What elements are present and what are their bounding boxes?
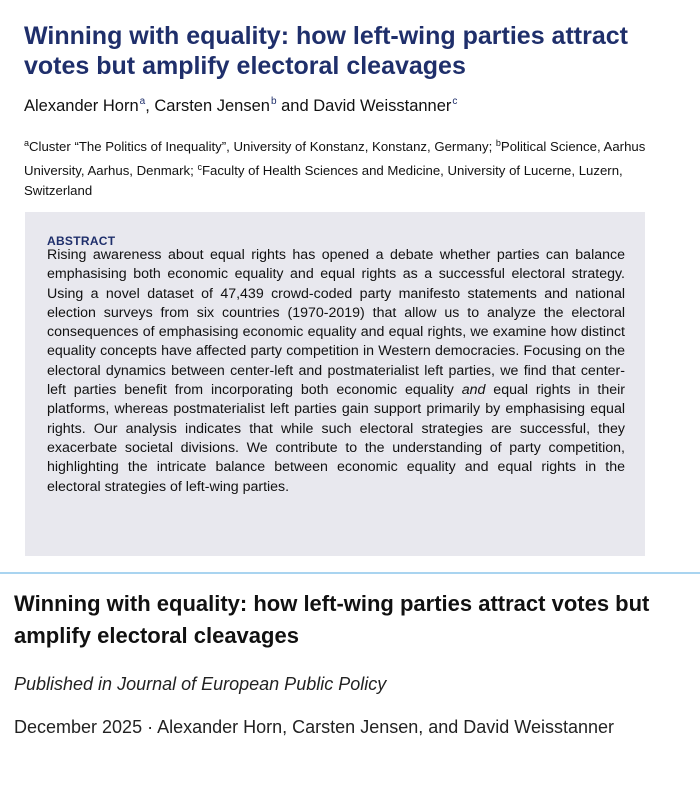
publication-authors: Alexander Horn, Carsten Jensen, and David Weisstanner [157, 717, 615, 737]
author-name: Alexander Horn [24, 97, 139, 115]
affiliations [24, 133, 674, 201]
affiliation-text: Cluster “The Politics of Inequality”, University of Konstanz, Konstanz, Germany; [29, 139, 496, 154]
affiliation-text: Faculty of Health Sciences and Medicine, University of Lucerne, Luzern, Switzerland [24, 163, 623, 198]
publication-title[interactable]: Winning with equality: how left-wing parties attract votes but amplify electoral cleavages [14, 591, 650, 648]
author-list: Alexander Horn$^a$, Carsten Jensen$^b$ and David Weisstanner$^c$ [24, 96, 458, 115]
abstract-text: Rising awareness about equal rights has opened a debate whether parties can balance emphasising both economic equality and equal rights as a successful electoral strategy. Using a novel dataset of 47,439 crowd-coded party manifesto statements and national election surveys from six countries (1970-2019) that allow us to analyze the electoral consequences of emphasising economic equality and equal rights, we examine how distinct equality concepts have affected party competition in Western democracies. Focusing on the electoral dynamics between center-left and postmaterialist left parties, we find that center-left parties benefit from incorporating both economic equality and equal rights in their platforms, whereas postmaterialist left parties gain support primarily by emphasising equal rights. Our analysis indicates that while such electoral strategies are successful, they exacerbate societal divisions. We contribute to the understanding of party competition, highlighting the intricate balance between economic equality and equal rights in the electoral strategies of left-wing parties. [47, 247, 625, 495]
publication-card[interactable] [14, 588, 686, 739]
affiliation-mark: c [197, 162, 202, 172]
affiliation-mark: b [495, 138, 501, 148]
publication-byline: December 2025 · Alexander Horn, Carsten Jensen, and David Weisstanner [14, 717, 615, 737]
abstract-heading: ABSTRACT [47, 234, 116, 248]
author-mark: c [452, 96, 458, 107]
paper-title: Winning with equality: how left-wing parties attract votes but amplify electoral cleavages [24, 22, 628, 80]
abstract-emphasis: and [461, 382, 486, 399]
publication-venue: Published in Journal of European Public Policy [14, 674, 387, 694]
affiliation-mark: a [24, 138, 30, 148]
publication-date: December 2025 [14, 717, 143, 737]
author-mark: a [139, 96, 146, 107]
author-mark: b [270, 96, 277, 107]
affiliation-text: Political Science, Aarhus University, Aarhus, Denmark; [24, 139, 646, 178]
author-name: Carsten Jensen [154, 97, 270, 115]
abstract-box [25, 212, 645, 556]
author-name: David Weisstanner [313, 97, 452, 115]
